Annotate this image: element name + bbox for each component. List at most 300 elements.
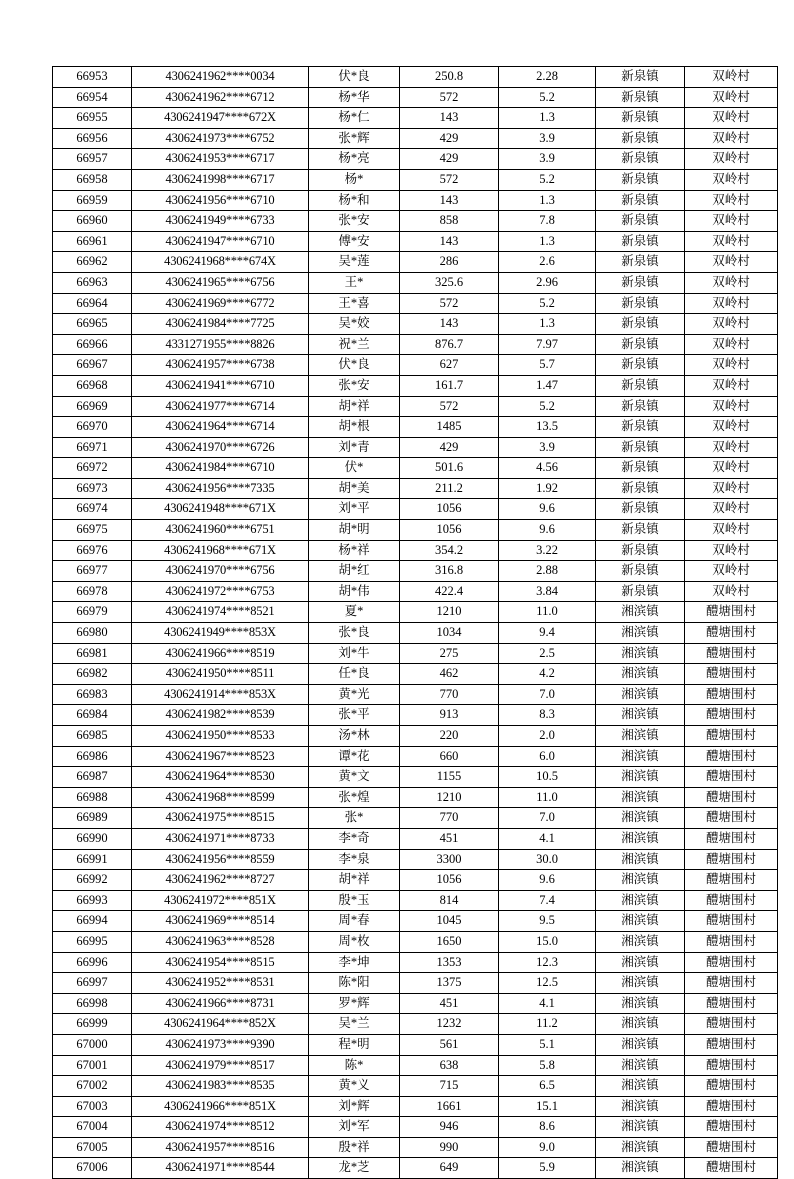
cell-name: 张*良	[309, 623, 400, 644]
cell-seq: 66973	[53, 478, 132, 499]
cell-town: 新泉镇	[596, 581, 685, 602]
cell-value: 30.0	[499, 849, 596, 870]
cell-name: 伏*良	[309, 355, 400, 376]
table-row	[53, 128, 778, 149]
cell-id: 4306241965****6756	[132, 272, 309, 293]
table-row	[53, 1137, 778, 1158]
cell-name: 胡*美	[309, 478, 400, 499]
cell-value: 5.9	[499, 1158, 596, 1179]
table-row	[53, 520, 778, 541]
cell-id: 4306241971****8733	[132, 828, 309, 849]
cell-name: 罗*辉	[309, 993, 400, 1014]
table-row	[53, 684, 778, 705]
cell-id: 4306241967****8523	[132, 746, 309, 767]
cell-name: 张*	[309, 808, 400, 829]
cell-amount: 250.8	[400, 67, 499, 88]
cell-seq: 67006	[53, 1158, 132, 1179]
cell-amount: 814	[400, 890, 499, 911]
cell-name: 刘*军	[309, 1117, 400, 1138]
cell-seq: 66958	[53, 169, 132, 190]
cell-id: 4306241969****8514	[132, 911, 309, 932]
table-row	[53, 478, 778, 499]
cell-town: 湘滨镇	[596, 664, 685, 685]
cell-village: 醴塘围村	[685, 787, 778, 808]
cell-value: 7.0	[499, 684, 596, 705]
cell-village: 醴塘围村	[685, 1055, 778, 1076]
cell-town: 新泉镇	[596, 334, 685, 355]
cell-name: 伏*	[309, 458, 400, 479]
cell-seq: 66984	[53, 705, 132, 726]
table-row	[53, 458, 778, 479]
cell-village: 醴塘围村	[685, 890, 778, 911]
cell-name: 王*	[309, 272, 400, 293]
cell-value: 12.3	[499, 952, 596, 973]
cell-village: 双岭村	[685, 211, 778, 232]
cell-seq: 66957	[53, 149, 132, 170]
table-row	[53, 87, 778, 108]
cell-name: 王*喜	[309, 293, 400, 314]
table-row	[53, 931, 778, 952]
cell-town: 湘滨镇	[596, 870, 685, 891]
cell-amount: 770	[400, 684, 499, 705]
cell-amount: 1661	[400, 1096, 499, 1117]
table-row	[53, 375, 778, 396]
cell-amount: 3300	[400, 849, 499, 870]
cell-name: 傅*安	[309, 231, 400, 252]
cell-amount: 638	[400, 1055, 499, 1076]
cell-village: 醴塘围村	[685, 870, 778, 891]
cell-village: 醴塘围村	[685, 1034, 778, 1055]
cell-value: 3.9	[499, 149, 596, 170]
cell-town: 新泉镇	[596, 231, 685, 252]
cell-id: 4306241983****8535	[132, 1076, 309, 1097]
cell-name: 刘*青	[309, 437, 400, 458]
cell-name: 杨*	[309, 169, 400, 190]
cell-town: 新泉镇	[596, 272, 685, 293]
records-table	[52, 66, 778, 1179]
cell-amount: 660	[400, 746, 499, 767]
table-row	[53, 396, 778, 417]
table-row	[53, 211, 778, 232]
cell-id: 4306241947****672X	[132, 108, 309, 129]
cell-id: 4306241979****8517	[132, 1055, 309, 1076]
table-row	[53, 334, 778, 355]
cell-village: 醴塘围村	[685, 746, 778, 767]
cell-name: 张*平	[309, 705, 400, 726]
cell-name: 杨*华	[309, 87, 400, 108]
cell-amount: 462	[400, 664, 499, 685]
cell-value: 5.7	[499, 355, 596, 376]
cell-id: 4306241969****6772	[132, 293, 309, 314]
cell-town: 湘滨镇	[596, 767, 685, 788]
cell-value: 9.6	[499, 520, 596, 541]
cell-village: 双岭村	[685, 540, 778, 561]
cell-value: 8.6	[499, 1117, 596, 1138]
cell-id: 4306241952****8531	[132, 973, 309, 994]
cell-name: 龙*芝	[309, 1158, 400, 1179]
cell-value: 11.0	[499, 602, 596, 623]
cell-village: 双岭村	[685, 149, 778, 170]
cell-seq: 66993	[53, 890, 132, 911]
cell-village: 醴塘围村	[685, 643, 778, 664]
cell-id: 4306241966****8519	[132, 643, 309, 664]
cell-seq: 66981	[53, 643, 132, 664]
cell-village: 双岭村	[685, 190, 778, 211]
cell-village: 醴塘围村	[685, 1014, 778, 1035]
cell-town: 湘滨镇	[596, 705, 685, 726]
cell-id: 4306241974****8512	[132, 1117, 309, 1138]
cell-value: 5.2	[499, 169, 596, 190]
cell-village: 双岭村	[685, 355, 778, 376]
cell-value: 2.5	[499, 643, 596, 664]
cell-amount: 770	[400, 808, 499, 829]
table-row	[53, 581, 778, 602]
cell-seq: 66963	[53, 272, 132, 293]
cell-value: 4.1	[499, 993, 596, 1014]
cell-amount: 220	[400, 726, 499, 747]
table-row	[53, 149, 778, 170]
cell-value: 1.3	[499, 108, 596, 129]
table-row	[53, 849, 778, 870]
cell-value: 7.97	[499, 334, 596, 355]
cell-seq: 66990	[53, 828, 132, 849]
cell-seq: 66988	[53, 787, 132, 808]
cell-value: 3.22	[499, 540, 596, 561]
table-row	[53, 272, 778, 293]
cell-value: 5.1	[499, 1034, 596, 1055]
cell-value: 2.96	[499, 272, 596, 293]
cell-village: 双岭村	[685, 128, 778, 149]
table-row	[53, 767, 778, 788]
cell-id: 4306241964****6714	[132, 417, 309, 438]
cell-amount: 572	[400, 87, 499, 108]
cell-seq: 66980	[53, 623, 132, 644]
cell-id: 4306241962****8727	[132, 870, 309, 891]
cell-town: 湘滨镇	[596, 808, 685, 829]
cell-town: 湘滨镇	[596, 787, 685, 808]
cell-name: 黄*文	[309, 767, 400, 788]
cell-name: 张*辉	[309, 128, 400, 149]
cell-town: 新泉镇	[596, 355, 685, 376]
cell-name: 程*明	[309, 1034, 400, 1055]
cell-value: 1.3	[499, 231, 596, 252]
cell-town: 湘滨镇	[596, 849, 685, 870]
cell-town: 新泉镇	[596, 437, 685, 458]
cell-value: 5.8	[499, 1055, 596, 1076]
cell-seq: 66998	[53, 993, 132, 1014]
cell-name: 李*奇	[309, 828, 400, 849]
cell-village: 醴塘围村	[685, 911, 778, 932]
cell-town: 新泉镇	[596, 190, 685, 211]
cell-value: 11.2	[499, 1014, 596, 1035]
cell-town: 湘滨镇	[596, 931, 685, 952]
cell-value: 7.8	[499, 211, 596, 232]
cell-id: 4306241956****7335	[132, 478, 309, 499]
cell-village: 醴塘围村	[685, 1137, 778, 1158]
cell-town: 新泉镇	[596, 520, 685, 541]
cell-name: 吴*莲	[309, 252, 400, 273]
cell-town: 新泉镇	[596, 128, 685, 149]
cell-seq: 66961	[53, 231, 132, 252]
cell-town: 新泉镇	[596, 67, 685, 88]
cell-village: 醴塘围村	[685, 993, 778, 1014]
cell-id: 4306241972****6753	[132, 581, 309, 602]
cell-value: 1.92	[499, 478, 596, 499]
cell-id: 4306241964****852X	[132, 1014, 309, 1035]
cell-value: 9.6	[499, 870, 596, 891]
cell-seq: 66996	[53, 952, 132, 973]
cell-amount: 1210	[400, 602, 499, 623]
cell-value: 4.1	[499, 828, 596, 849]
cell-name: 殷*玉	[309, 890, 400, 911]
cell-village: 双岭村	[685, 417, 778, 438]
cell-amount: 143	[400, 190, 499, 211]
cell-town: 湘滨镇	[596, 1137, 685, 1158]
cell-value: 1.3	[499, 314, 596, 335]
cell-value: 4.56	[499, 458, 596, 479]
cell-id: 4306241977****6714	[132, 396, 309, 417]
cell-village: 双岭村	[685, 561, 778, 582]
cell-seq: 66982	[53, 664, 132, 685]
cell-id: 4306241971****8544	[132, 1158, 309, 1179]
cell-seq: 66974	[53, 499, 132, 520]
cell-value: 15.0	[499, 931, 596, 952]
cell-id: 4306241953****6717	[132, 149, 309, 170]
table-row	[53, 1034, 778, 1055]
cell-name: 吴*姣	[309, 314, 400, 335]
table-row	[53, 1158, 778, 1179]
cell-value: 5.2	[499, 87, 596, 108]
cell-village: 双岭村	[685, 231, 778, 252]
cell-village: 醴塘围村	[685, 849, 778, 870]
cell-value: 6.5	[499, 1076, 596, 1097]
cell-value: 9.4	[499, 623, 596, 644]
cell-seq: 66979	[53, 602, 132, 623]
cell-seq: 66985	[53, 726, 132, 747]
cell-id: 4331271955****8826	[132, 334, 309, 355]
cell-seq: 66953	[53, 67, 132, 88]
cell-village: 醴塘围村	[685, 684, 778, 705]
cell-seq: 66983	[53, 684, 132, 705]
cell-name: 黄*义	[309, 1076, 400, 1097]
cell-value: 3.9	[499, 437, 596, 458]
cell-amount: 422.4	[400, 581, 499, 602]
table-row	[53, 1096, 778, 1117]
cell-amount: 1056	[400, 520, 499, 541]
table-row	[53, 911, 778, 932]
cell-value: 9.6	[499, 499, 596, 520]
cell-village: 醴塘围村	[685, 808, 778, 829]
table-row	[53, 355, 778, 376]
cell-name: 刘*辉	[309, 1096, 400, 1117]
cell-seq: 66959	[53, 190, 132, 211]
table-row	[53, 664, 778, 685]
cell-town: 新泉镇	[596, 314, 685, 335]
cell-town: 新泉镇	[596, 396, 685, 417]
cell-village: 醴塘围村	[685, 931, 778, 952]
cell-amount: 143	[400, 314, 499, 335]
table-row	[53, 252, 778, 273]
table-row	[53, 808, 778, 829]
cell-seq: 66971	[53, 437, 132, 458]
cell-seq: 66972	[53, 458, 132, 479]
cell-id: 4306241964****8530	[132, 767, 309, 788]
cell-value: 8.3	[499, 705, 596, 726]
cell-amount: 143	[400, 231, 499, 252]
table-row	[53, 746, 778, 767]
table-row	[53, 293, 778, 314]
table-row	[53, 314, 778, 335]
cell-id: 4306241962****0034	[132, 67, 309, 88]
cell-name: 伏*良	[309, 67, 400, 88]
cell-value: 6.0	[499, 746, 596, 767]
cell-amount: 876.7	[400, 334, 499, 355]
cell-amount: 1650	[400, 931, 499, 952]
cell-village: 双岭村	[685, 581, 778, 602]
cell-id: 4306241957****8516	[132, 1137, 309, 1158]
table-row	[53, 437, 778, 458]
table-row	[53, 705, 778, 726]
cell-town: 湘滨镇	[596, 746, 685, 767]
cell-id: 4306241949****6733	[132, 211, 309, 232]
cell-seq: 66967	[53, 355, 132, 376]
cell-village: 醴塘围村	[685, 664, 778, 685]
cell-id: 4306241970****6756	[132, 561, 309, 582]
cell-town: 湘滨镇	[596, 602, 685, 623]
table-row	[53, 1117, 778, 1138]
table-row	[53, 787, 778, 808]
table-row	[53, 417, 778, 438]
cell-village: 醴塘围村	[685, 1076, 778, 1097]
cell-amount: 316.8	[400, 561, 499, 582]
cell-amount: 649	[400, 1158, 499, 1179]
cell-village: 双岭村	[685, 293, 778, 314]
cell-id: 4306241962****6712	[132, 87, 309, 108]
cell-town: 新泉镇	[596, 149, 685, 170]
cell-village: 双岭村	[685, 87, 778, 108]
cell-amount: 325.6	[400, 272, 499, 293]
cell-value: 11.0	[499, 787, 596, 808]
table-row	[53, 890, 778, 911]
cell-town: 新泉镇	[596, 540, 685, 561]
cell-name: 胡*伟	[309, 581, 400, 602]
cell-id: 4306241966****851X	[132, 1096, 309, 1117]
cell-seq: 67004	[53, 1117, 132, 1138]
cell-value: 13.5	[499, 417, 596, 438]
cell-town: 湘滨镇	[596, 1055, 685, 1076]
cell-id: 4306241957****6738	[132, 355, 309, 376]
cell-village: 双岭村	[685, 499, 778, 520]
cell-amount: 990	[400, 1137, 499, 1158]
cell-value: 5.2	[499, 396, 596, 417]
cell-seq: 66969	[53, 396, 132, 417]
cell-amount: 286	[400, 252, 499, 273]
cell-seq: 66956	[53, 128, 132, 149]
cell-village: 双岭村	[685, 314, 778, 335]
cell-seq: 66989	[53, 808, 132, 829]
cell-amount: 451	[400, 993, 499, 1014]
cell-name: 谭*花	[309, 746, 400, 767]
cell-amount: 1353	[400, 952, 499, 973]
cell-town: 新泉镇	[596, 499, 685, 520]
cell-name: 祝*兰	[309, 334, 400, 355]
cell-id: 4306241948****671X	[132, 499, 309, 520]
table-row	[53, 561, 778, 582]
table-row	[53, 499, 778, 520]
table-row	[53, 623, 778, 644]
cell-name: 胡*红	[309, 561, 400, 582]
cell-name: 胡*祥	[309, 396, 400, 417]
table-row	[53, 828, 778, 849]
cell-village: 双岭村	[685, 520, 778, 541]
cell-id: 4306241973****6752	[132, 128, 309, 149]
cell-seq: 66955	[53, 108, 132, 129]
cell-seq: 66975	[53, 520, 132, 541]
cell-id: 4306241960****6751	[132, 520, 309, 541]
cell-town: 新泉镇	[596, 417, 685, 438]
cell-amount: 858	[400, 211, 499, 232]
cell-amount: 429	[400, 128, 499, 149]
cell-town: 新泉镇	[596, 478, 685, 499]
cell-amount: 211.2	[400, 478, 499, 499]
cell-id: 4306241998****6717	[132, 169, 309, 190]
cell-village: 双岭村	[685, 334, 778, 355]
cell-seq: 66995	[53, 931, 132, 952]
table-row	[53, 973, 778, 994]
cell-name: 夏*	[309, 602, 400, 623]
cell-seq: 66968	[53, 375, 132, 396]
cell-name: 胡*明	[309, 520, 400, 541]
cell-town: 湘滨镇	[596, 684, 685, 705]
cell-town: 新泉镇	[596, 108, 685, 129]
cell-town: 新泉镇	[596, 252, 685, 273]
cell-name: 杨*和	[309, 190, 400, 211]
cell-name: 周*枚	[309, 931, 400, 952]
cell-name: 黄*光	[309, 684, 400, 705]
table-row	[53, 602, 778, 623]
cell-amount: 913	[400, 705, 499, 726]
cell-amount: 1034	[400, 623, 499, 644]
table-row	[53, 108, 778, 129]
table-row	[53, 993, 778, 1014]
cell-name: 杨*祥	[309, 540, 400, 561]
cell-town: 新泉镇	[596, 211, 685, 232]
cell-id: 4306241984****6710	[132, 458, 309, 479]
cell-id: 4306241966****8731	[132, 993, 309, 1014]
cell-name: 李*泉	[309, 849, 400, 870]
cell-name: 陈*	[309, 1055, 400, 1076]
cell-name: 刘*牛	[309, 643, 400, 664]
cell-town: 新泉镇	[596, 561, 685, 582]
cell-town: 新泉镇	[596, 169, 685, 190]
cell-id: 4306241956****6710	[132, 190, 309, 211]
cell-town: 湘滨镇	[596, 952, 685, 973]
table-row	[53, 1055, 778, 1076]
cell-id: 4306241956****8559	[132, 849, 309, 870]
table-row	[53, 870, 778, 891]
cell-town: 湘滨镇	[596, 726, 685, 747]
cell-amount: 354.2	[400, 540, 499, 561]
cell-id: 4306241914****853X	[132, 684, 309, 705]
cell-id: 4306241947****6710	[132, 231, 309, 252]
table-body	[53, 67, 778, 1179]
cell-name: 胡*祥	[309, 870, 400, 891]
cell-seq: 66970	[53, 417, 132, 438]
cell-seq: 66960	[53, 211, 132, 232]
cell-seq: 66999	[53, 1014, 132, 1035]
cell-town: 湘滨镇	[596, 1076, 685, 1097]
cell-seq: 66965	[53, 314, 132, 335]
